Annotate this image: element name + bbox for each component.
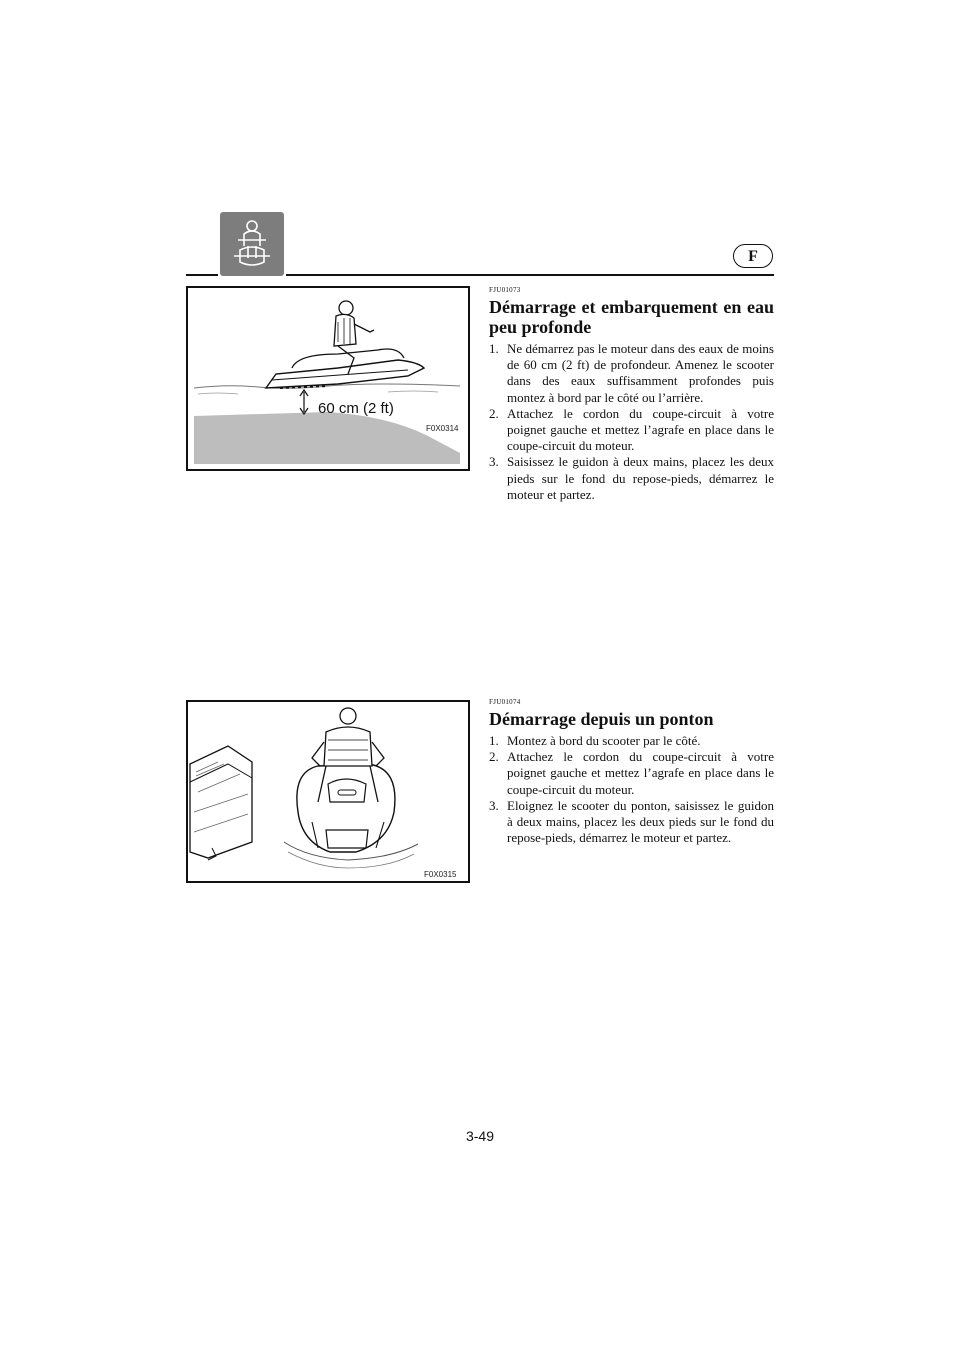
step-text: Saisissez le guidon à deux mains, placez les deux pieds sur le fond du repose-pieds, démarrez le moteur et partez. [507, 454, 774, 502]
header-rule-right [286, 274, 774, 276]
step-number: 3. [489, 797, 499, 813]
step-number: 2. [489, 749, 499, 765]
step-number: 1. [489, 341, 499, 356]
figure-pontoon [186, 700, 470, 883]
list-item [489, 733, 774, 749]
figure-code: F0X0314 [426, 424, 459, 433]
header-rule-left [186, 274, 218, 276]
section-shallow-water-start [489, 286, 774, 503]
section-title: Démarrage depuis un ponton [489, 709, 714, 729]
list-item [489, 749, 774, 798]
step-number: 3. [489, 454, 499, 470]
step-text: Eloignez le scooter du ponton, saisissez le guidon à deux mains, placez les deux pieds sur le fond du repose-pieds, démarrez le moteur et partez. [507, 797, 774, 846]
page-number: 3-49 [465, 1128, 495, 1144]
list-item [489, 341, 774, 406]
section-code: FJU01074 [489, 698, 521, 706]
section-pontoon-start [489, 698, 774, 846]
step-text: Ne démarrez pas le moteur dans des eaux de moins de 60 cm (2 ft) de profondeur. Amenez le scooter dans des eaux suffisamment profondes puis montez à bord par le côté ou l’arrière. [507, 341, 774, 405]
section-code: FJU01073 [489, 286, 521, 294]
figure-shallow-water [186, 286, 470, 471]
step-number: 1. [489, 733, 499, 748]
depth-label: 60 cm (2 ft) [318, 400, 394, 417]
list-item [489, 798, 774, 847]
figure-code: F0X0315 [424, 870, 457, 879]
step-text: Attachez le cordon du coupe-circuit à votre poignet gauche et mettez l’agrafe en place dans le coupe-circuit du moteur. [507, 405, 774, 454]
step-text: Attachez le cordon du coupe-circuit à votre poignet gauche et mettez l’agrafe en place dans le coupe-circuit du moteur. [507, 749, 774, 797]
language-badge: F [733, 244, 773, 268]
steps-list [489, 733, 774, 846]
jet-ski-rider-icon [220, 212, 284, 276]
list-item [489, 454, 774, 503]
section-title: Démarrage et embarquement en eau peu profonde [489, 297, 774, 337]
steps-list [489, 341, 774, 503]
list-item [489, 406, 774, 455]
step-number: 2. [489, 405, 499, 421]
step-text: Montez à bord du scooter par le côté. [507, 733, 701, 748]
